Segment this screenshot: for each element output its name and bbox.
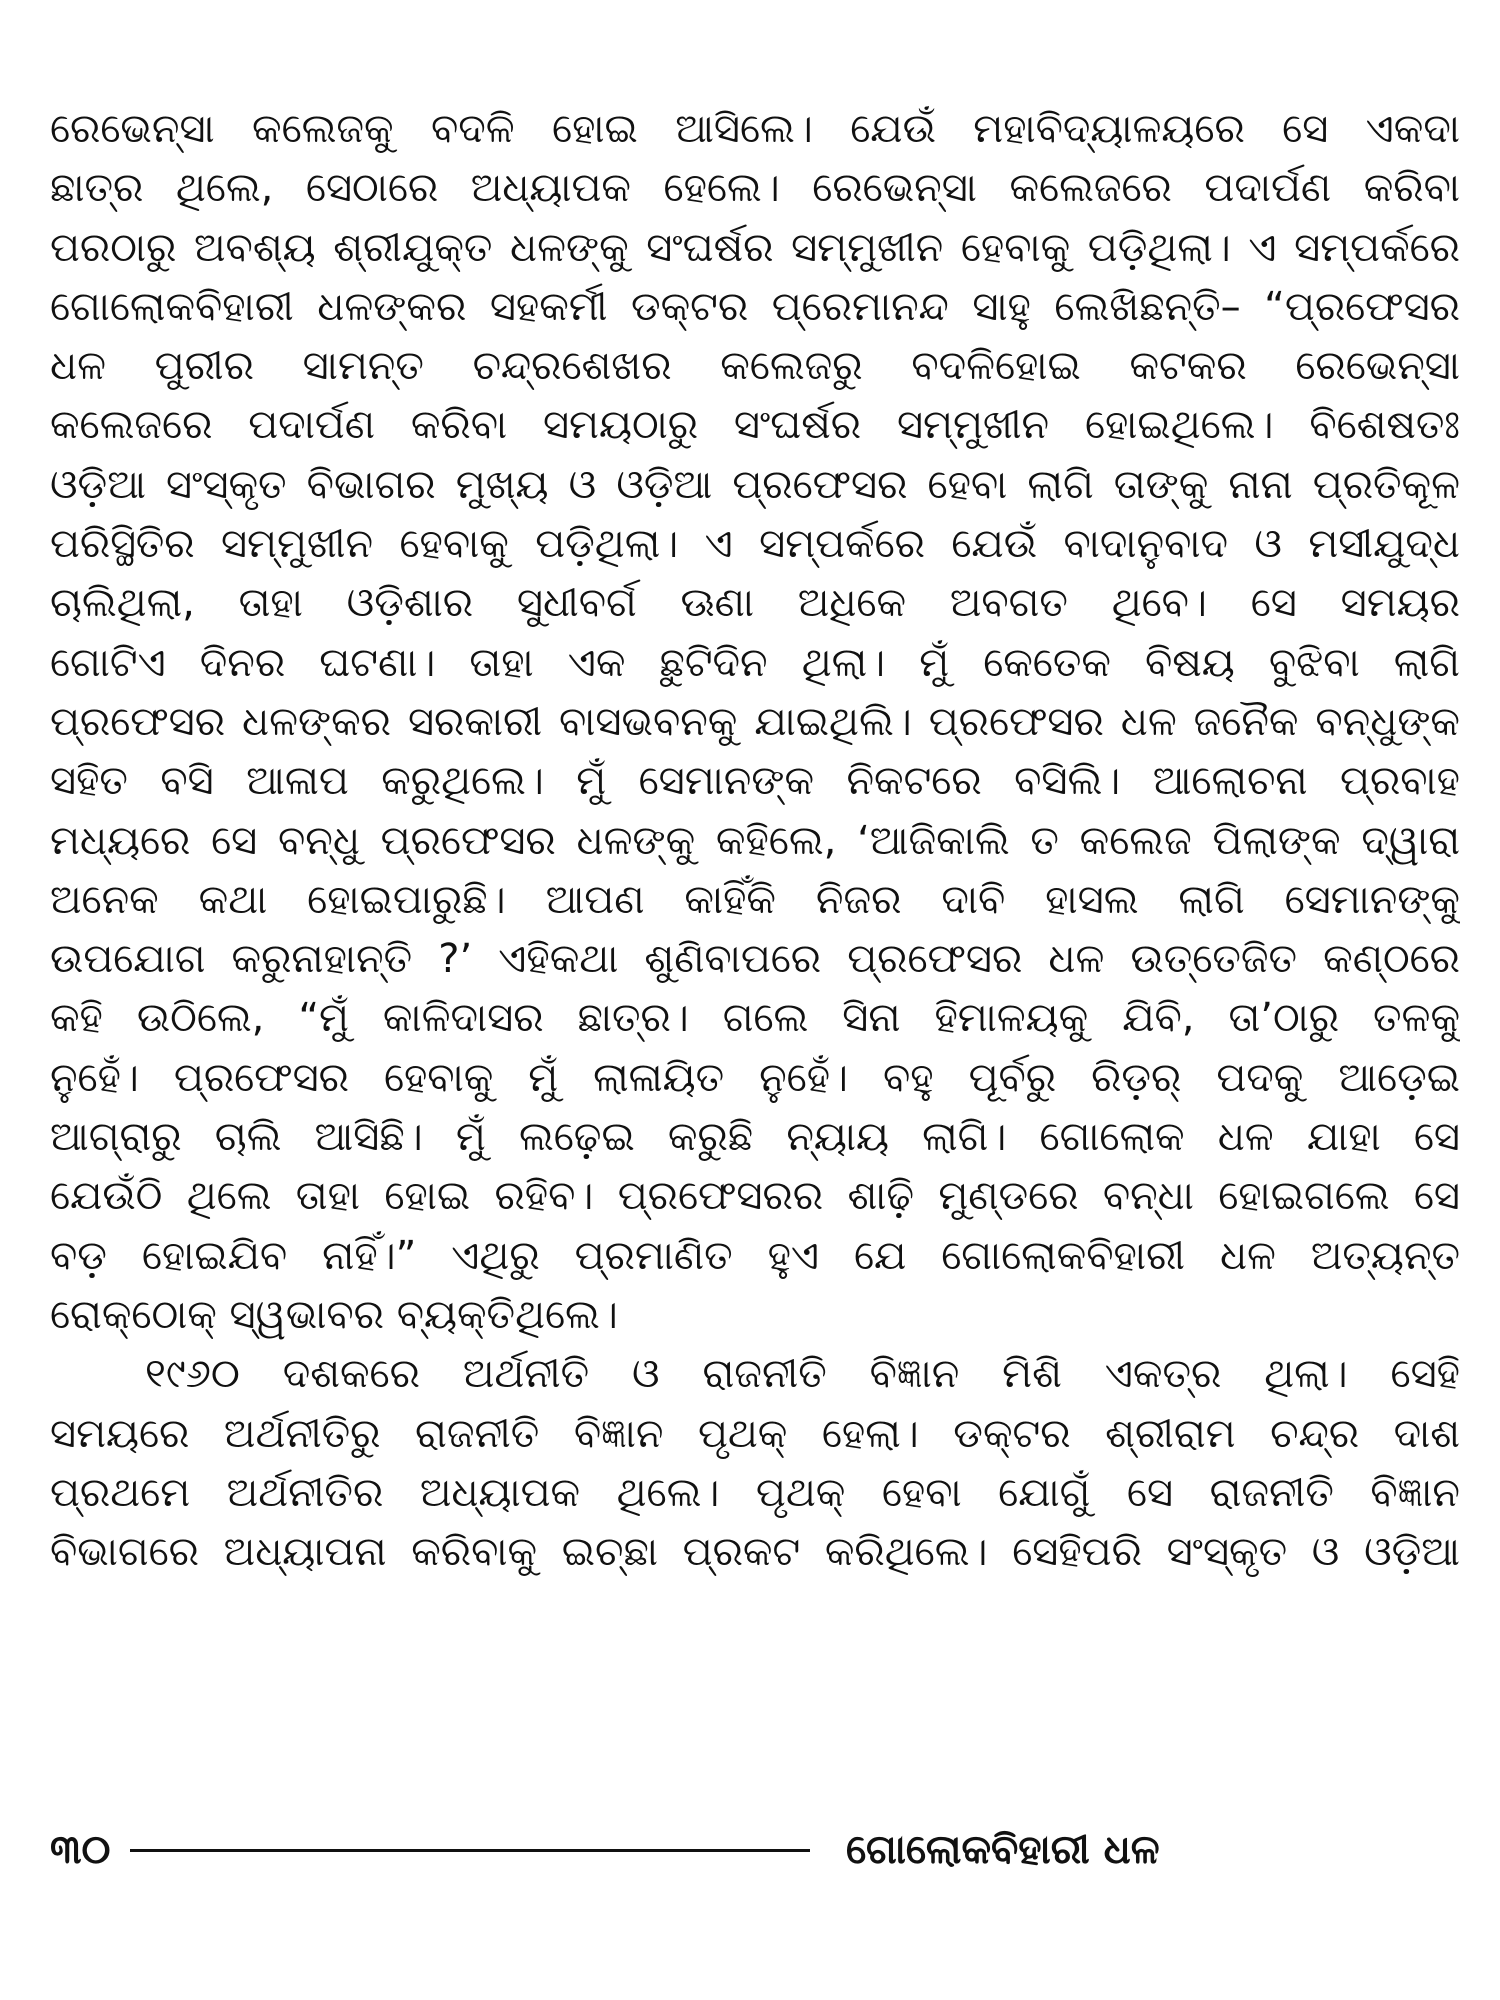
text-line: ରେଭେନ୍ସା କଲେଜକୁ ବଦଳି ହୋଇ ଆସିଲେ। ଯେଉଁ ମହାବିଦ୍ୟାଳୟରେ ସେ ଏକଦା — [50, 106, 1460, 152]
text-line: ଗୋଟିଏ ଦିନର ଘଟଣା। ତାହା ଏକ ଛୁଟିଦିନ ଥିଲା। ମୁଁ କେତେକ ବିଷୟ ବୁଝିବା ଲାଗି — [50, 639, 1460, 686]
page-number: ୩୦ — [50, 1827, 111, 1873]
text-line: ଗୋଲୋକବିହାରୀ ଧଳଙ୍କର ସହକର୍ମୀ ଡକ୍ଟର ପ୍ରେମାନନ୍ଦ ସାହୁ ଲେଖିଛନ୍ତି– “ପ୍ରଫେସର — [50, 283, 1460, 330]
paragraph-end-line: ରୋକ୍‌ଠୋକ୍ ସ୍ୱଭାବର ବ୍ୟକ୍ତିଥିଲେ। — [50, 1291, 618, 1338]
text-line: ନୁହେଁ। ପ୍ରଫେସର ହେବାକୁ ମୁଁ ଲାଳାୟିତ ନୁହେଁ। ବହୁ ପୂର୍ବରୁ ରିଡ଼ର୍ ପଦକୁ ଆଡ଼େଇ — [50, 1054, 1460, 1101]
text-line: ପରଠାରୁ ଅବଶ୍ୟ ଶ୍ରୀଯୁକ୍ତ ଧଳଙ୍କୁ ସଂଘର୍ଷର ସମ୍ମୁଖୀନ ହେବାକୁ ପଡ଼ିଥିଲା। ଏ ସମ୍ପର୍କରେ — [50, 224, 1460, 271]
text-line: ସହିତ ବସି ଆଳାପ କରୁଥିଲେ। ମୁଁ ସେମାନଙ୍କ ନିକଟରେ ବସିଲି। ଆଲୋଚନା ପ୍ରବାହ — [50, 758, 1460, 805]
page-footer — [50, 1818, 1460, 1882]
text-line: ବିଭାଗରେ ଅଧ୍ୟାପନା କରିବାକୁ ଇଚ୍ଛା ପ୍ରକଟ କରିଥିଲେ। ସେହିପରି ସଂସ୍କୃତ ଓ ଓଡ଼ିଆ — [50, 1529, 1460, 1576]
text-line: ପରିସ୍ଥିତିର ସମ୍ମୁଖୀନ ହେବାକୁ ପଡ଼ିଥିଲା। ଏ ସମ୍ପର୍କରେ ଯେଉଁ ବାଦାନୁବାଦ ଓ ମସୀଯୁଦ୍ଧ — [50, 521, 1460, 568]
text-line: ସମୟରେ ଅର୍ଥନୀତିରୁ ରାଜନୀତି ବିଜ୍ଞାନ ପୃଥକ୍ ହେଲା। ଡକ୍ଟର ଶ୍ରୀରାମ ଚନ୍ଦ୍ର ଦାଶ — [50, 1410, 1460, 1457]
text-line: ଉପଯୋଗ କରୁନାହାନ୍ତି ?’ ଏହିକଥା ଶୁଣିବାପରେ ପ୍ରଫେସର ଧଳ ଉତ୍ତେଜିତ କଣ୍ଠରେ — [50, 936, 1460, 983]
text-line: ଅନେକ କଥା ହୋଇପାରୁଛି। ଆପଣ କାହିଁକି ନିଜର ଦାବି ହାସଲ ଲାଗି ସେମାନଙ୍କୁ — [50, 876, 1460, 923]
text-line: ପ୍ରଥମେ ଅର୍ଥନୀତିର ଅଧ୍ୟାପକ ଥିଲେ। ପୃଥକ୍ ହେବା ଯୋଗୁଁ ସେ ରାଜନୀତି ବିଜ୍ଞାନ — [50, 1469, 1460, 1516]
text-line: ଧଳ ପୁରୀର ସାମନ୍ତ ଚନ୍ଦ୍ରଶେଖର କଲେଜରୁ ବଦଳିହୋଇ କଟକର ରେଭେନ୍ସା — [50, 343, 1460, 390]
text-line: ଛାତ୍ର ଥିଲେ, ସେଠାରେ ଅଧ୍ୟାପକ ହେଲେ। ରେଭେନ୍ସା କଲେଜରେ ପଦାର୍ପଣ କରିବା — [50, 165, 1460, 212]
text-line: ପ୍ରଫେସର ଧଳଙ୍କର ସରକାରୀ ବାସଭବନକୁ ଯାଇଥିଲି। ପ୍ରଫେସର ଧଳ ଜନୈକ ବନ୍ଧୁଙ୍କ — [50, 698, 1460, 745]
footer-rule — [130, 1849, 810, 1852]
text-line: କଲେଜରେ ପଦାର୍ପଣ କରିବା ସମୟଠାରୁ ସଂଘର୍ଷର ସମ୍ମୁଖୀନ ହୋଇଥିଲେ। ବିଶେଷତଃ — [50, 402, 1460, 449]
text-line: ଚାଲିଥିଲା, ତାହା ଓଡ଼ିଶାର ସୁଧୀବର୍ଗ ଊଣା ଅଧିକେ ଅବଗତ ଥିବେ। ସେ ସମୟର — [50, 580, 1460, 627]
body-text — [50, 100, 1460, 1582]
paragraph-start-line: ୧୯୬୦ ଦଶକରେ ଅର୍ଥନୀତି ଓ ରାଜନୀତି ବିଜ୍ଞାନ ମିଶି ଏକତ୍ର ଥିଲା। ସେହି — [145, 1351, 1460, 1398]
text-line: କହି ଉଠିଲେ, “ମୁଁ କାଳିଦାସର ଛାତ୍ର। ଗଲେ ସିନା ହିମାଳୟକୁ ଯିବି, ତା’ଠାରୁ ତଳକୁ — [50, 995, 1460, 1042]
text-line: ବଡ଼ ହୋଇଯିବ ନାହିଁ।” ଏଥିରୁ ପ୍ରମାଣିତ ହୁଏ ଯେ ଗୋଲୋକବିହାରୀ ଧଳ ଅତ୍ୟନ୍ତ — [50, 1232, 1460, 1279]
running-title: ଗୋଲୋକବିହାରୀ ଧଳ — [846, 1827, 1160, 1873]
text-line: ମଧ୍ୟରେ ସେ ବନ୍ଧୁ ପ୍ରଫେସର ଧଳଙ୍କୁ କହିଲେ, ‘ଆଜିକାଲି ତ କଲେଜ ପିଲାଙ୍କ ଦ୍ୱାରା — [50, 817, 1460, 864]
text-line: ଆଗ୍ରାରୁ ଚାଲି ଆସିଛି। ମୁଁ ଲଢ଼େଇ କରୁଛି ନ୍ୟାୟ ଲାଗି। ଗୋଲୋକ ଧଳ ଯାହା ସେ — [50, 1114, 1460, 1161]
text-line: ଯେଉଁଠି ଥିଲେ ତାହା ହୋଇ ରହିବ। ପ୍ରଫେସରର ଶାଢ଼ି ମୁଣ୍ଡରେ ବନ୍ଧା ହୋଇଗଲେ ସେ — [50, 1173, 1460, 1220]
text-line: ଓଡ଼ିଆ ସଂସ୍କୃତ ବିଭାଗର ମୁଖ୍ୟ ଓ ଓଡ଼ିଆ ପ୍ରଫେସର ହେବା ଲାଗି ତାଙ୍କୁ ନାନା ପ୍ରତିକୂଳ — [50, 461, 1460, 508]
